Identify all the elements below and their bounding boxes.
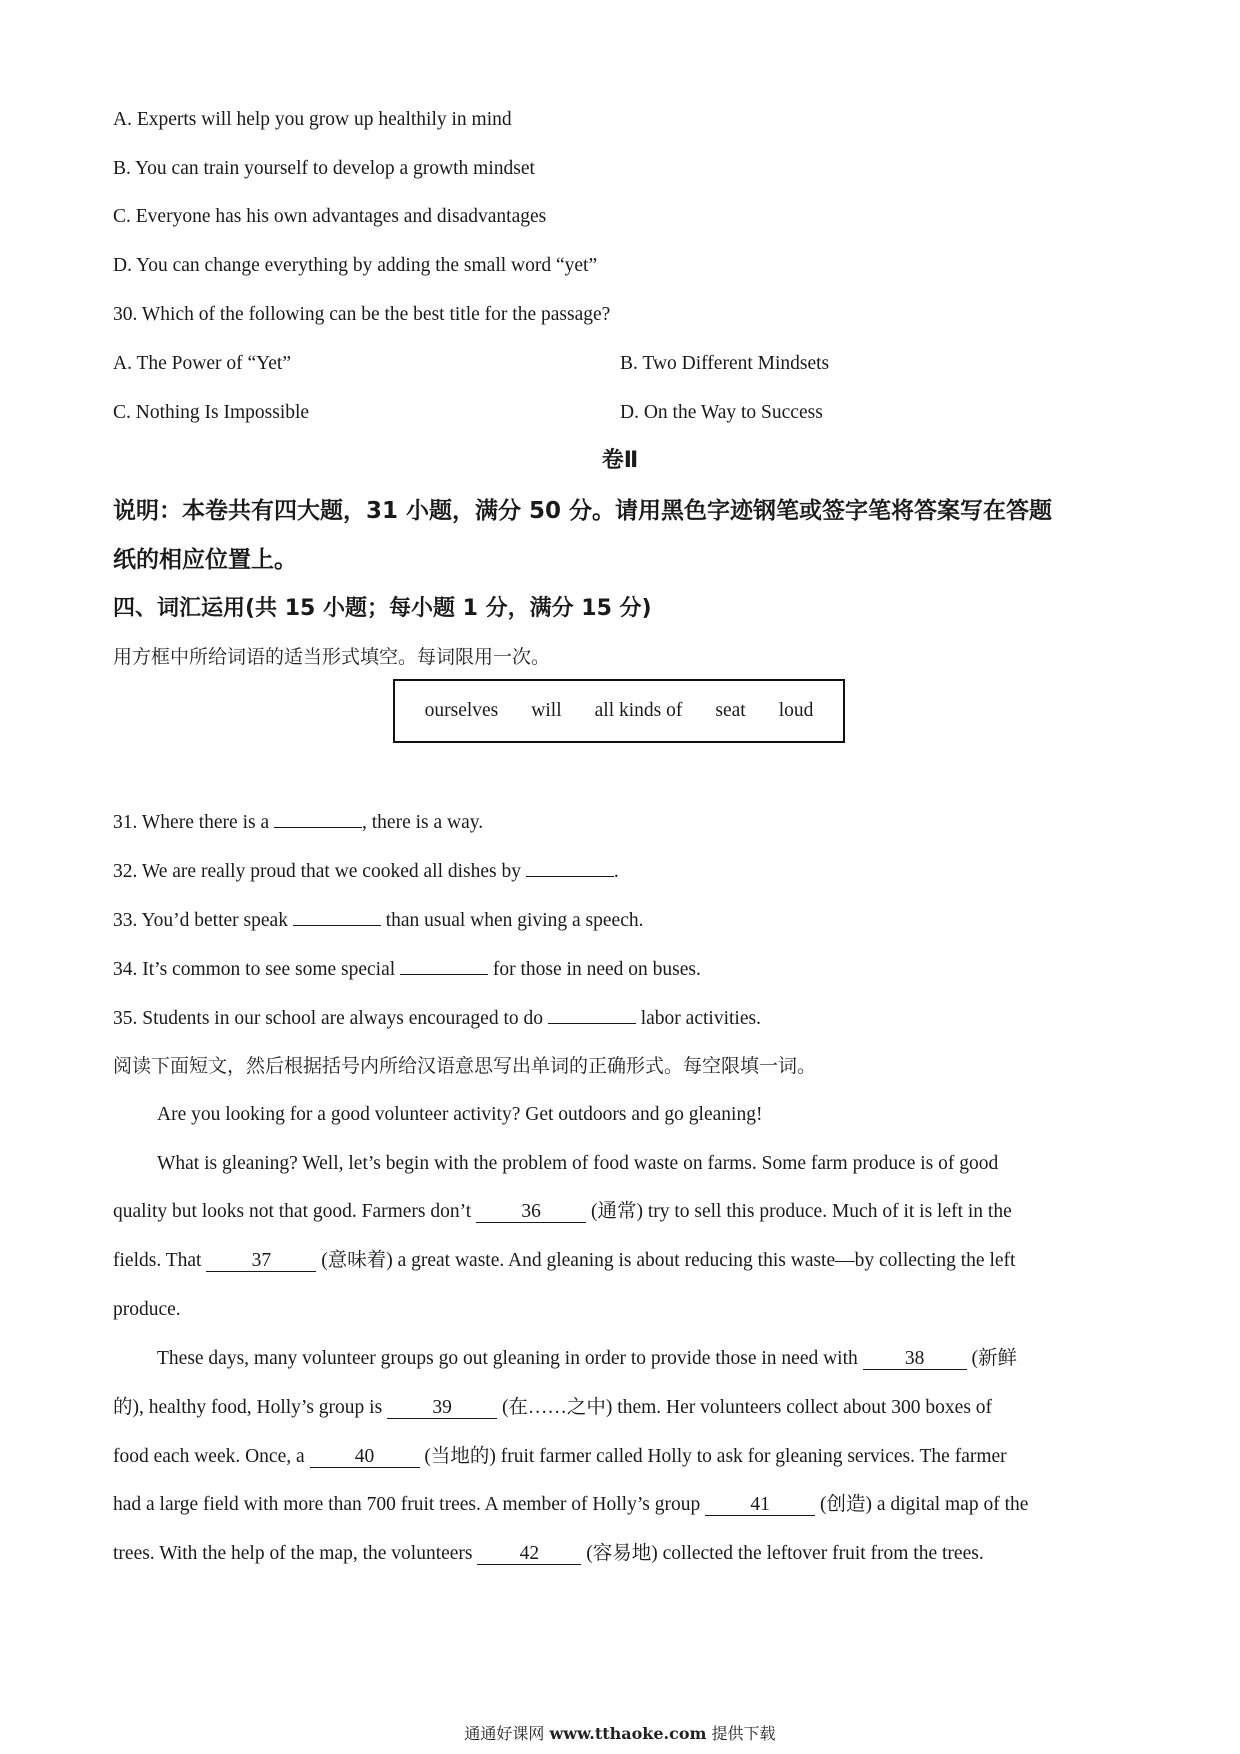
answer-blank-37[interactable]: 37 bbox=[206, 1251, 316, 1272]
q30-option-d: D. On the Way to Success bbox=[620, 402, 823, 423]
volume2-note-line2: 纸的相应位置上。 bbox=[113, 547, 297, 573]
question-35: 35. Students in our school are always encouraged to do labor activities. bbox=[113, 1005, 761, 1031]
answer-blank-41[interactable]: 41 bbox=[705, 1495, 815, 1516]
volume2-title: 卷Ⅱ bbox=[601, 448, 639, 473]
passage-p3-line1: These days, many volunteer groups go out gleaning in order to provide those in need with 38 (新鲜 bbox=[157, 1348, 1018, 1369]
q29-option-c: C. Everyone has his own advantages and disadvantages bbox=[113, 206, 547, 227]
answer-blank-36[interactable]: 36 bbox=[476, 1202, 586, 1223]
q30-stem: 30. Which of the following can be the best title for the passage? bbox=[113, 304, 611, 325]
answer-blank-40[interactable]: 40 bbox=[310, 1447, 420, 1468]
q29-option-b: B. You can train yourself to develop a growth mindset bbox=[113, 158, 535, 179]
word-box-item: loud bbox=[778, 700, 814, 721]
volume2-note-line1: 说明：本卷共有四大题，31 小题，满分 50 分。请用黑色字迹钢笔或签字笔将答案写在答题 bbox=[113, 498, 1053, 524]
answer-blank-39[interactable]: 39 bbox=[387, 1398, 497, 1419]
answer-blank[interactable] bbox=[400, 956, 488, 975]
passage-p3-line2: 的), healthy food, Holly’s group is 39 (在……之中) them. Her volunteers collect about 300 boxes of bbox=[113, 1397, 993, 1418]
passage-p2-line1: What is gleaning? Well, let’s begin with the problem of food waste on farms. Some farm produce is of good bbox=[157, 1153, 999, 1174]
word-box-item: seat bbox=[715, 700, 746, 721]
passage-p3-line3: food each week. Once, a 40 (当地的) fruit farmer called Holly to ask for gleaning services. The farmer bbox=[113, 1446, 1007, 1467]
word-box-item: ourselves bbox=[424, 700, 499, 721]
word-box-item: will bbox=[531, 700, 562, 721]
passage-p3-line5: trees. With the help of the map, the volunteers 42 (容易地) collected the leftover fruit from the trees. bbox=[113, 1543, 984, 1564]
footer-url[interactable]: www.tthaoke.com bbox=[549, 1724, 707, 1743]
passage-p2-line3: fields. That 37 (意味着) a great waste. And gleaning is about reducing this waste—by collecting the left bbox=[113, 1250, 1016, 1271]
q29-option-d: D. You can change everything by adding the small word “yet” bbox=[113, 255, 598, 276]
q29-option-a: A. Experts will help you grow up healthily in mind bbox=[113, 109, 512, 130]
answer-blank[interactable] bbox=[526, 858, 614, 877]
page-footer bbox=[0, 1722, 1240, 1746]
passage-p2-line2: quality but looks not that good. Farmers don’t 36 (通常) try to sell this produce. Much of it is left in the bbox=[113, 1201, 1012, 1222]
question-34: 34. It’s common to see some special for those in need on buses. bbox=[113, 956, 701, 982]
question-32: 32. We are really proud that we cooked all dishes by . bbox=[113, 858, 619, 884]
passage-p2-line4: produce. bbox=[113, 1299, 181, 1320]
answer-blank[interactable] bbox=[293, 907, 381, 926]
passage-p1: Are you looking for a good volunteer activity? Get outdoors and go gleaning! bbox=[157, 1104, 763, 1125]
answer-blank-42[interactable]: 42 bbox=[477, 1544, 581, 1565]
q30-option-a: A. The Power of “Yet” bbox=[113, 353, 292, 374]
answer-blank[interactable] bbox=[274, 809, 362, 828]
answer-blank-38[interactable]: 38 bbox=[863, 1349, 967, 1370]
footer-site-name: 通通好课网 bbox=[464, 1724, 545, 1743]
word-box bbox=[393, 679, 845, 743]
question-33: 33. You’d better speak than usual when giving a speech. bbox=[113, 907, 643, 933]
passage-p3-line4: had a large field with more than 700 fruit trees. A member of Holly’s group 41 (创造) a digital map of the bbox=[113, 1494, 1029, 1515]
q30-option-c: C. Nothing Is Impossible bbox=[113, 402, 310, 423]
question-31: 31. Where there is a , there is a way. bbox=[113, 809, 483, 835]
part1-instruction: 用方框中所给词语的适当形式填空。每词限用一次。 bbox=[113, 646, 551, 668]
answer-blank[interactable] bbox=[548, 1005, 636, 1024]
part2-instruction: 阅读下面短文，然后根据括号内所给汉语意思写出单词的正确形式。每空限填一词。 bbox=[113, 1055, 817, 1077]
footer-tail: 提供下载 bbox=[711, 1724, 776, 1743]
q30-option-b: B. Two Different Mindsets bbox=[620, 353, 830, 374]
word-box-item: all kinds of bbox=[594, 700, 683, 721]
section4-title: 四、词汇运用(共 15 小题；每小题 1 分，满分 15 分) bbox=[113, 596, 652, 621]
